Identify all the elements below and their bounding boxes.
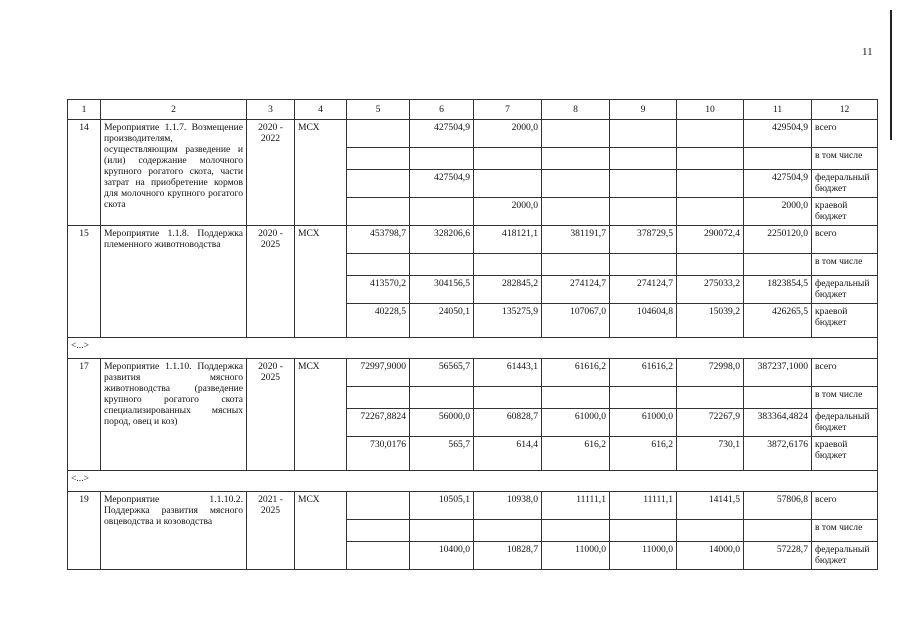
column-header: 9 — [610, 100, 677, 120]
column-header: 5 — [347, 100, 410, 120]
funding-value: 381191,7 — [542, 226, 610, 254]
ellipsis-marker: <...> — [68, 471, 878, 492]
implementation-years: 2020 - 2022 — [247, 120, 295, 226]
funding-source: федеральный бюджет — [812, 170, 878, 198]
funding-value — [474, 520, 542, 542]
funding-value — [610, 148, 677, 170]
column-header: 11 — [744, 100, 812, 120]
table-row — [68, 359, 878, 387]
funding-value: 104604,8 — [610, 304, 677, 338]
funding-value: 730,1 — [677, 437, 744, 471]
funding-value: 616,2 — [542, 437, 610, 471]
funding-value: 14000,0 — [677, 542, 744, 570]
funding-value: 11000,0 — [542, 542, 610, 570]
funding-value — [410, 254, 474, 276]
funding-value — [677, 198, 744, 226]
funding-value: 275033,2 — [677, 276, 744, 304]
funding-value — [410, 148, 474, 170]
funding-value: 1823854,5 — [744, 276, 812, 304]
column-header: 4 — [295, 100, 347, 120]
funding-value — [677, 120, 744, 148]
ellipsis-marker: <...> — [68, 338, 878, 359]
executor: МСХ — [295, 226, 347, 338]
measure-description: Мероприятие 1.1.7. Возмещение производителям, осуществляющим разведение и (или) содержание молочного крупного рогатого скота, части затрат на приобретение кормов для молочного крупного рогатого скота — [101, 120, 247, 226]
funding-value: 274124,7 — [610, 276, 677, 304]
column-header: 6 — [410, 100, 474, 120]
funding-value: 24050,1 — [410, 304, 474, 338]
funding-value: 426265,5 — [744, 304, 812, 338]
funding-source: всего — [812, 359, 878, 387]
funding-value: 107067,0 — [542, 304, 610, 338]
funding-value: 11000,0 — [610, 542, 677, 570]
funding-value: 290072,4 — [677, 226, 744, 254]
funding-value: 57228,7 — [744, 542, 812, 570]
funding-source: федеральный бюджет — [812, 409, 878, 437]
executor: МСХ — [295, 492, 347, 570]
funding-value: 15039,2 — [677, 304, 744, 338]
funding-value — [542, 520, 610, 542]
funding-value — [347, 254, 410, 276]
funding-value — [744, 387, 812, 409]
funding-value — [542, 170, 610, 198]
column-header: 3 — [247, 100, 295, 120]
executor: МСХ — [295, 120, 347, 226]
funding-value: 60828,7 — [474, 409, 542, 437]
funding-value — [744, 254, 812, 276]
table-row — [68, 492, 878, 520]
funding-value: 56565,7 — [410, 359, 474, 387]
funding-source: краевой бюджет — [812, 198, 878, 226]
measure-description: Мероприятие 1.1.10. Поддержка развития мясного животноводства (разведение крупного рогатого скота специализированных мясных пород, овец и коз) — [101, 359, 247, 471]
funding-value: 427504,9 — [744, 170, 812, 198]
funding-value — [744, 148, 812, 170]
funding-value — [347, 198, 410, 226]
funding-value — [347, 120, 410, 148]
funding-source: в том числе — [812, 387, 878, 409]
funding-value — [347, 387, 410, 409]
funding-value — [347, 492, 410, 520]
funding-value: 61616,2 — [610, 359, 677, 387]
funding-value — [610, 520, 677, 542]
funding-value — [410, 198, 474, 226]
funding-value — [474, 170, 542, 198]
funding-value — [542, 387, 610, 409]
funding-value: 2250120,0 — [744, 226, 812, 254]
funding-value: 378729,5 — [610, 226, 677, 254]
row-number: 17 — [68, 359, 101, 471]
funding-value: 616,2 — [610, 437, 677, 471]
funding-value: 2000,0 — [474, 120, 542, 148]
funding-value — [542, 148, 610, 170]
funding-value — [610, 198, 677, 226]
budget-table — [67, 99, 878, 570]
table-row — [68, 120, 878, 148]
measure-description: Мероприятие 1.1.10.2. Поддержка развития мясного овцеводства и козоводства — [101, 492, 247, 570]
funding-value — [677, 520, 744, 542]
funding-value: 282845,2 — [474, 276, 542, 304]
funding-value: 14141,5 — [677, 492, 744, 520]
funding-source: в том числе — [812, 520, 878, 542]
funding-value — [410, 520, 474, 542]
funding-value: 453798,7 — [347, 226, 410, 254]
funding-value: 427504,9 — [410, 120, 474, 148]
funding-value — [744, 520, 812, 542]
row-number: 15 — [68, 226, 101, 338]
funding-value — [677, 148, 744, 170]
funding-value: 10400,0 — [410, 542, 474, 570]
funding-value: 429504,9 — [744, 120, 812, 148]
funding-value — [542, 254, 610, 276]
funding-value: 328206,6 — [410, 226, 474, 254]
funding-value — [347, 148, 410, 170]
funding-value: 61443,1 — [474, 359, 542, 387]
funding-source: федеральный бюджет — [812, 276, 878, 304]
funding-value: 57806,8 — [744, 492, 812, 520]
funding-value: 11111,1 — [542, 492, 610, 520]
funding-source: в том числе — [812, 254, 878, 276]
funding-value: 135275,9 — [474, 304, 542, 338]
funding-value: 565,7 — [410, 437, 474, 471]
funding-value — [347, 520, 410, 542]
funding-value: 427504,9 — [410, 170, 474, 198]
funding-value: 10505,1 — [410, 492, 474, 520]
funding-value — [677, 170, 744, 198]
funding-source: федеральный бюджет — [812, 542, 878, 570]
funding-value: 413570,2 — [347, 276, 410, 304]
funding-source: краевой бюджет — [812, 304, 878, 338]
omitted-rows — [68, 338, 878, 359]
executor: МСХ — [295, 359, 347, 471]
funding-source: в том числе — [812, 148, 878, 170]
funding-value: 3872,6176 — [744, 437, 812, 471]
funding-value: 61616,2 — [542, 359, 610, 387]
implementation-years: 2021 - 2025 — [247, 492, 295, 570]
funding-value: 418121,1 — [474, 226, 542, 254]
funding-value: 11111,1 — [610, 492, 677, 520]
column-header: 2 — [101, 100, 247, 120]
funding-value — [474, 387, 542, 409]
column-header: 1 — [68, 100, 101, 120]
funding-value — [347, 542, 410, 570]
funding-value: 72997,9000 — [347, 359, 410, 387]
omitted-rows — [68, 471, 878, 492]
funding-value: 72267,9 — [677, 409, 744, 437]
funding-value: 10938,0 — [474, 492, 542, 520]
funding-value — [410, 387, 474, 409]
funding-value — [542, 120, 610, 148]
measure-description: Мероприятие 1.1.8. Поддержка племенного животноводства — [101, 226, 247, 338]
page-edge-bar — [890, 10, 892, 140]
funding-source: всего — [812, 226, 878, 254]
funding-value: 72267,8824 — [347, 409, 410, 437]
funding-source: всего — [812, 120, 878, 148]
funding-value — [610, 254, 677, 276]
funding-source: краевой бюджет — [812, 437, 878, 471]
implementation-years: 2020 - 2025 — [247, 226, 295, 338]
funding-value — [474, 148, 542, 170]
column-header: 12 — [812, 100, 878, 120]
implementation-years: 2020 - 2025 — [247, 359, 295, 471]
funding-value: 72998,0 — [677, 359, 744, 387]
funding-value: 61000,0 — [610, 409, 677, 437]
funding-value: 2000,0 — [474, 198, 542, 226]
funding-value: 274124,7 — [542, 276, 610, 304]
funding-value: 730,0176 — [347, 437, 410, 471]
funding-value — [610, 387, 677, 409]
funding-value: 614,4 — [474, 437, 542, 471]
funding-value: 10828,7 — [474, 542, 542, 570]
funding-value — [677, 387, 744, 409]
funding-value: 304156,5 — [410, 276, 474, 304]
funding-value: 387237,1000 — [744, 359, 812, 387]
column-header: 8 — [542, 100, 610, 120]
funding-value: 56000,0 — [410, 409, 474, 437]
funding-value — [610, 120, 677, 148]
page-number: 11 — [862, 46, 873, 58]
row-number: 19 — [68, 492, 101, 570]
funding-value — [610, 170, 677, 198]
row-number: 14 — [68, 120, 101, 226]
funding-source: всего — [812, 492, 878, 520]
funding-value: 2000,0 — [744, 198, 812, 226]
funding-value: 61000,0 — [542, 409, 610, 437]
funding-value — [347, 170, 410, 198]
header-row — [68, 100, 878, 120]
column-header: 10 — [677, 100, 744, 120]
funding-value — [474, 254, 542, 276]
table-row — [68, 226, 878, 254]
funding-value: 40228,5 — [347, 304, 410, 338]
funding-value — [677, 254, 744, 276]
column-header: 7 — [474, 100, 542, 120]
funding-value — [542, 198, 610, 226]
funding-value: 383364,4824 — [744, 409, 812, 437]
